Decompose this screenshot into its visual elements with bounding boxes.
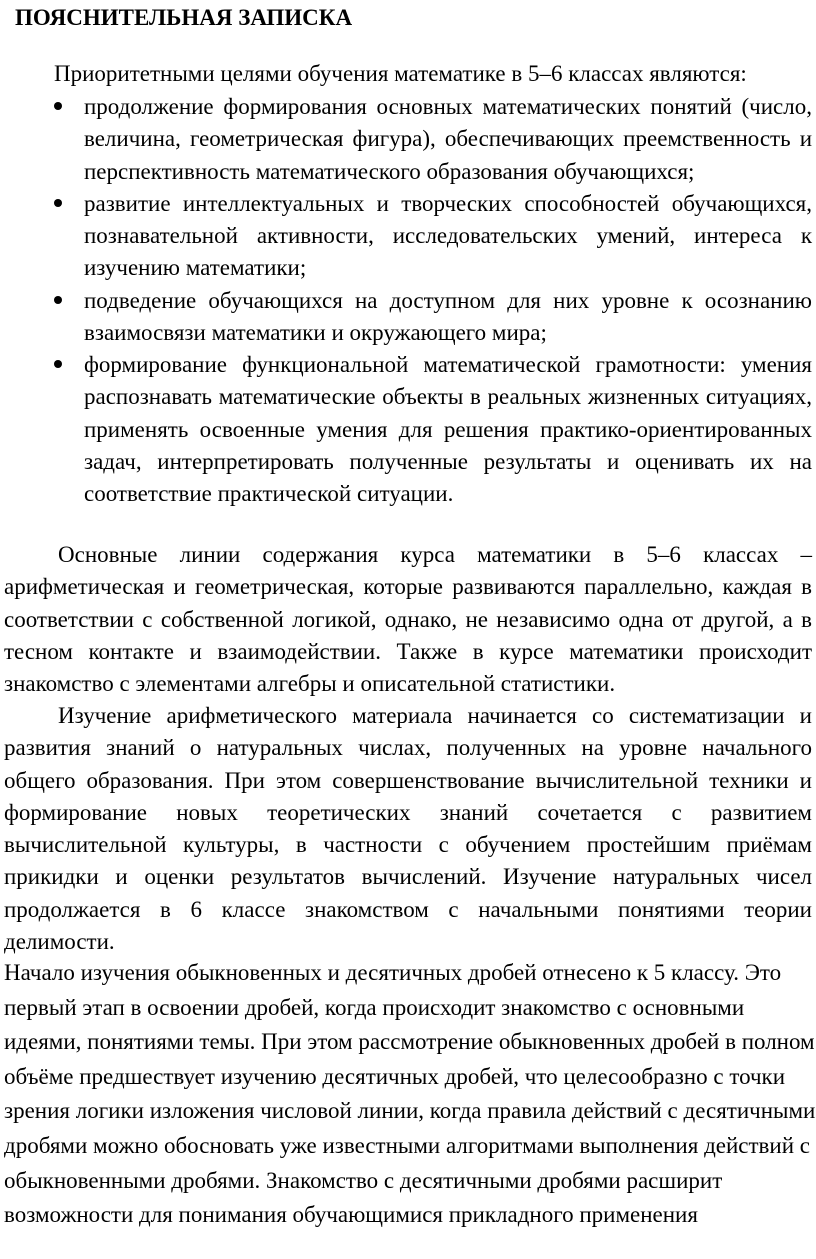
list-item (0, 188, 816, 285)
list-item (0, 285, 816, 350)
paragraph-content-lines: Основные линии содержания курса математики в 5–6 классах – арифметическая и геометрическая, которые развиваются параллельно, каждая в соответствии с собственной логикой, однако, не независимо одна от другой, а в тесном контакте и взаимодействии. Также в курсе математики происходит знакомство с элементами алгебры и описательной статистики. (4, 542, 812, 696)
list-item (0, 349, 816, 510)
list-item-text: подведение обучающихся на доступном для них уровне к осознанию взаимосвязи математики и окружающего мира; (84, 287, 812, 345)
list-item-text: формирование функциональной математической грамотности: умения распознавать математические объекты в реальных жизненных ситуациях, применять освоенные умения для решения практико-ориентированных задач, интерпретировать полученные результаты и оценивать их на соответствие практической ситуации. (84, 352, 812, 506)
bullet-icon (54, 360, 62, 368)
bullet-icon (54, 102, 62, 110)
list-item-text: развитие интеллектуальных и творческих способностей обучающихся, познавательной активности, исследовательских умений, интереса к изучению математики; (84, 190, 812, 281)
list-item-text: продолжение формирования основных математических понятий (число, величина, геометрическая фигура), обеспечивающих преемственность и перспективность математического образования обучающихся; (84, 94, 812, 184)
bullet-icon (54, 199, 62, 207)
goals-list (0, 91, 816, 510)
bullet-icon (54, 296, 62, 304)
intro-text: Приоритетными целями обучения математике в 5–6 классах являются: (54, 61, 747, 86)
paragraph-fractions: Начало изучения обыкновенных и десятичных дробей отнесено к 5 классу. Это первый этап в освоении дробей, когда происходит знакомство с основными идеями, понятиями темы. При этом рассмотрение обыкновенных дробей в полном объёме предшествует изучению десятичных дробей, что целесообразно с точки зрения логики изложения числовой линии, когда правила действий с десятичными дробями можно обосновать уже известными алгоритмами выполнения действий с обыкновенными дробями. Знакомство с десятичными дробями расширит возможности для понимания обучающимися прикладного применения (4, 960, 816, 1228)
document-title: ПОЯСНИТЕЛЬНАЯ ЗАПИСКА (15, 5, 353, 30)
paragraph-arithmetic: Изучение арифметического материала начинается со систематизации и развития знаний о натуральных числах, полученных на уровне начального общего образования. При этом совершенствование вычислительной техники и формирование новых теоретических знаний сочетается с развитием вычислительной культуры, в частности с обучением простейшим приёмам прикидки и оценки результатов вычислений. Изучение натуральных чисел продолжается в 6 классе знакомством с начальными понятиями теории делимости. (4, 703, 812, 954)
list-item (0, 91, 816, 188)
